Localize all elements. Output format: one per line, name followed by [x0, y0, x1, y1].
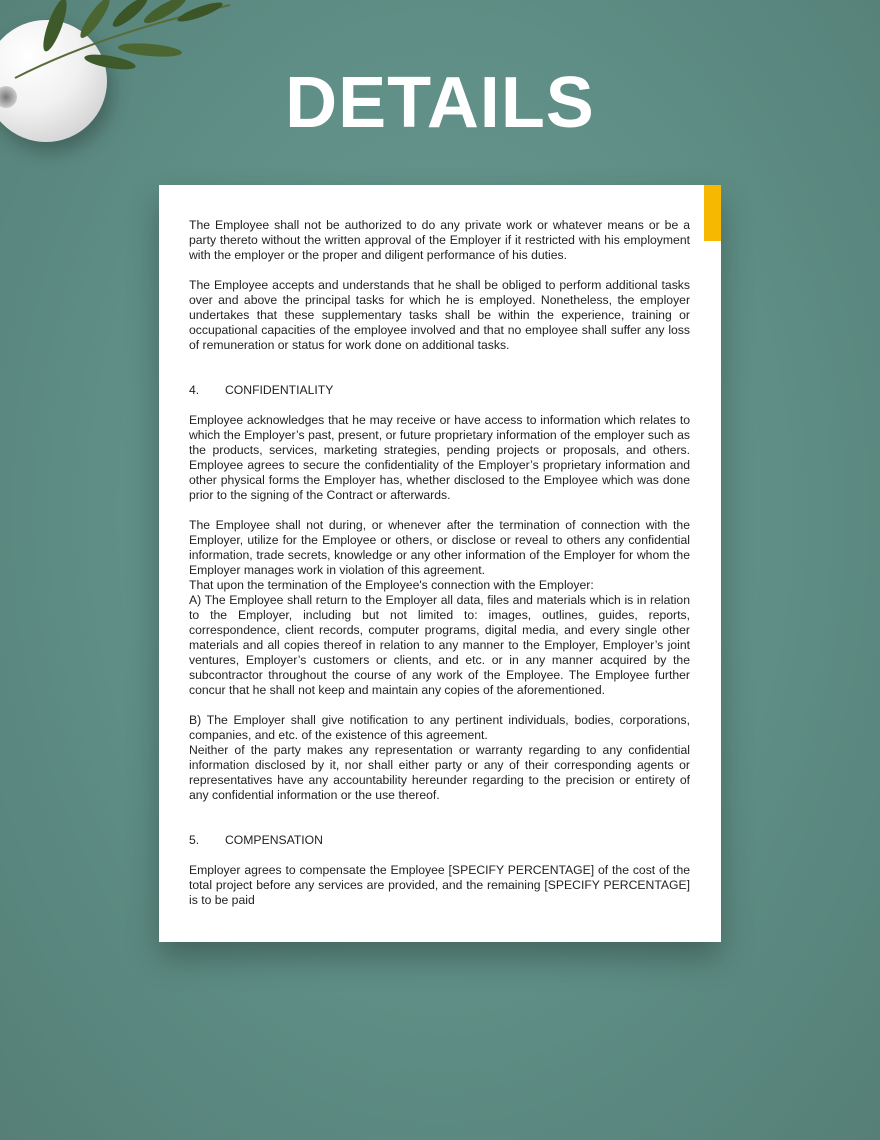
section-heading-compensation	[189, 833, 690, 848]
section-number: 5.	[189, 833, 200, 847]
paragraph: B) The Employer shall give notification to any pertinent individuals, bodies, corporations, companies, and etc. of the existence of this agreement.	[189, 713, 690, 742]
section-heading-confidentiality	[189, 383, 690, 398]
paragraph: Employer agrees to compensate the Employee [SPECIFY PERCENTAGE] of the cost of the total project before any services are provided, and the remaining [SPECIFY PERCENTAGE] is to be paid	[189, 863, 690, 907]
document-body	[189, 218, 690, 923]
page-title: DETAILS	[285, 63, 595, 143]
section-number: 4.	[189, 383, 200, 397]
accent-tab	[704, 185, 721, 241]
paragraph: The Employee shall not be authorized to do any private work or whatever means or be a party thereto without the written approval of the Employer if it restricted with his employment with the employer or the proper and diligent performance of his duties.	[189, 218, 690, 262]
paragraph: Employee acknowledges that he may receive or have access to information which relates to which the Employer’s past, present, or future proprietary information of the employer such as the products, services, marketing strategies, pending projects or proposals, and others. Employee agrees to secure the confidentiality of the Employer’s proprietary information and other physical forms the Employer has, whether disclosed to the Employee which was done prior to the signing of the Contract or afterwards.	[189, 413, 690, 502]
paragraph: A) The Employee shall return to the Employer all data, files and materials which is in relation to the Employer, including but not limited to: images, outlines, guides, reports, correspondence, client records, computer programs, digital media, and every single other materials and all copies thereof in relation to any manner to the Employer, Employer’s joint ventures, Employer’s customers or clients, and etc. or in any manner acquired by the subcontractor throughout the course of any work of the Employee. The Employee further concur that he shall not keep and maintain any copies of the aforementioned.	[189, 593, 690, 697]
paragraph: That upon the termination of the Employee's connection with the Employer:	[189, 578, 594, 592]
paragraph: The Employee shall not during, or whenever after the termination of connection with the Employer, utilize for the Employee or others, or disclose or reveal to others any confidential information, trade secrets, knowledge or any other information of the Employer for whom the Employer manages work in violation of this agreement.	[189, 518, 690, 577]
section-title: CONFIDENTIALITY	[225, 383, 334, 397]
document-page	[159, 185, 721, 942]
paragraph: Neither of the party makes any representation or warranty regarding to any confidential information disclosed by it, nor shall either party or any of their corresponding agents or representatives have any accountability hereunder regarding to the precision or entirety of any confidential information or the use thereof.	[189, 743, 690, 802]
paragraph: The Employee accepts and understands that he shall be obliged to perform additional tasks over and above the principal tasks for which he is employed. Nonetheless, the employer undertakes that these supplementary tasks shall be within the experience, training or occupational capacities of the employee involved and that no employee shall suffer any loss of remuneration or status for work done on additional tasks.	[189, 278, 690, 352]
section-title: COMPENSATION	[225, 833, 323, 847]
